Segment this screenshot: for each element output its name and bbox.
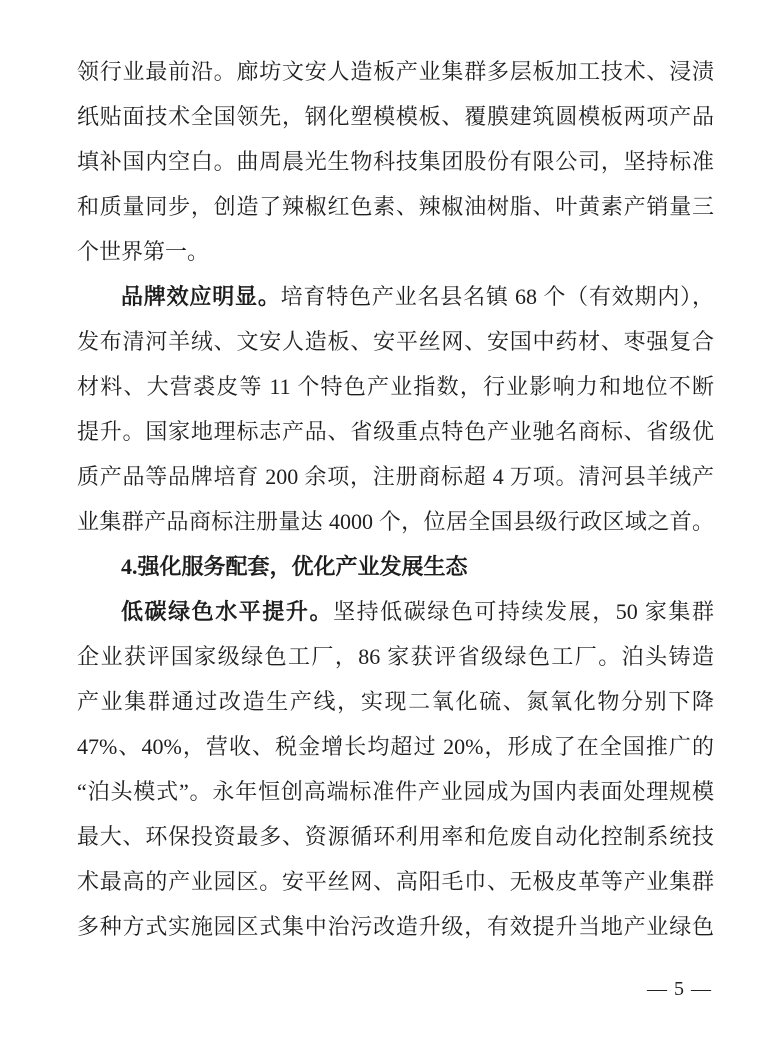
text-line: 和质量同步，创造了辣椒红色素、辣椒油树脂、叶黄素产销量三 <box>77 194 714 219</box>
text-line: 业集群产品商标注册量达 4000 个，位居全国县级行政区域之首。 <box>77 509 714 534</box>
text-line: 材料、大营裘皮等 11 个特色产业指数，行业影响力和地位不断 <box>77 374 714 399</box>
text-line: 47%、40%，营收、税金增长均超过 20%，形成了在全国推广的 <box>77 734 714 759</box>
text-line: 个世界第一。 <box>77 239 210 264</box>
section-4-heading: 4.强化服务配套，优化产业发展生态 <box>121 554 468 579</box>
text-line: 提升。国家地理标志产品、省级重点特色产业驰名商标、省级优 <box>77 419 714 444</box>
page-number: — 5 — <box>647 978 712 1000</box>
text-line: 产业集群通过改造生产线，实现二氧化硫、氮氧化物分别下降 <box>77 689 714 714</box>
text-line <box>77 274 714 319</box>
text-line: 发布清河羊绒、文安人造板、安平丝网、安国中药材、枣强复合 <box>77 329 714 354</box>
text-line: 填补国内空白。曲周晨光生物科技集团股份有限公司，坚持标准 <box>77 149 714 174</box>
text-line: 企业获评国家级绿色工厂，86 家获评省级绿色工厂。泊头铸造 <box>77 644 714 669</box>
text-line: 质产品等品牌培育 200 余项，注册商标超 4 万项。清河县羊绒产 <box>77 464 714 489</box>
lead-line-rest: 培育特色产业名县名镇 68 个（有效期内）， <box>280 284 714 309</box>
body-text <box>77 49 714 949</box>
bold-lead: 低碳绿色水平提升。 <box>121 599 334 624</box>
text-line <box>77 589 714 634</box>
text-line: “泊头模式”。永年恒创高端标准件产业园成为国内表面处理规模 <box>77 779 714 804</box>
text-line: 最大、环保投资最多、资源循环利用率和危废自动化控制系统技 <box>77 824 714 849</box>
text-line: 领行业最前沿。廊坊文安人造板产业集群多层板加工技术、浸渍 <box>77 59 714 84</box>
text-line: 术最高的产业园区。安平丝网、高阳毛巾、无极皮革等产业集群 <box>77 869 714 894</box>
lead-line-rest: 坚持低碳绿色可持续发展，50 家集群 <box>333 599 714 624</box>
text-line: 多种方式实施园区式集中治污改造升级，有效提升当地产业绿色 <box>77 914 714 939</box>
bold-lead: 品牌效应明显。 <box>121 284 281 309</box>
text-line: 纸贴面技术全国领先，钢化塑模模板、覆膜建筑圆模板两项产品 <box>77 104 714 129</box>
